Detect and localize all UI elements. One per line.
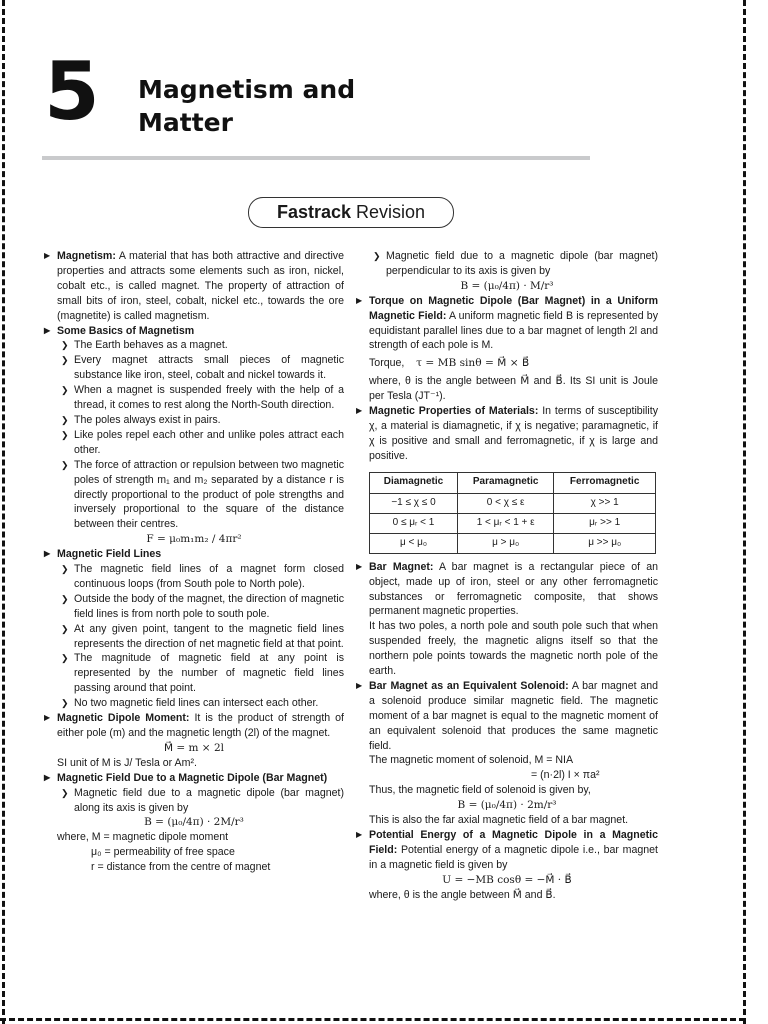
fastrack-revision-badge xyxy=(248,197,454,228)
solenoid-moment: The magnetic moment of solenoid, M = NIA xyxy=(369,754,574,767)
solenoid-thus: Thus, the magnetic field of solenoid is given by, xyxy=(369,784,591,797)
left-column xyxy=(44,249,344,875)
table-header: Diamagnetic xyxy=(370,472,458,493)
axis-heading: ▶ Magnetic Field Due to a Magnetic Dipole (Bar Magnet) xyxy=(44,771,344,786)
cut-line-left xyxy=(2,0,5,1024)
list-item: ❯ The magnetic field lines of a magnet form closed continuous loops (from South pole to North pole). xyxy=(44,562,344,592)
magnetism-paragraph: ▶ Magnetism: A material that has both attractive and directive properties and attracts some elements such as iron, nickel, cobalt etc., is called magnet. The property of attraction of small bits of iron, steel, cobalt, nickel etc., towards the ore (magnetite) is called magnetism. xyxy=(44,249,344,324)
potential-energy-paragraph: ▶ Potential Energy of a Magnetic Dipole in a Magnetic Field: Potential energy of a magnetic dipole i.e., bar magnet in a magnetic field is given by xyxy=(356,828,658,873)
dipole-paragraph: ▶ Magnetic Dipole Moment: It is the product of strength of either pole (m) and the magnetic length (2l) of the magnet. xyxy=(44,711,344,741)
fieldlines-heading: ▶ Magnetic Field Lines xyxy=(44,547,344,562)
list-item: ❯ The poles always exist in pairs. xyxy=(44,413,344,428)
list-item: ❯ Like poles repel each other and unlike poles attract each other. xyxy=(44,428,344,458)
table-cell: 0 ≤ μᵣ < 1 xyxy=(370,513,458,533)
list-item: ❯ The Earth behaves as a magnet. xyxy=(44,338,344,353)
dipole-formula: M⃗ = m × 2l xyxy=(163,741,224,754)
where-mu: μ₀ = permeability of free space xyxy=(91,846,235,859)
table-cell: μ >> μ₀ xyxy=(554,533,656,553)
perp-formula: B = (μ₀/4π) · M/r³ xyxy=(460,279,554,292)
table-header-row xyxy=(370,472,656,493)
force-formula: F = μ₀m₁m₂ / 4πr² xyxy=(146,533,242,546)
right-column xyxy=(356,249,658,903)
si-unit-text: SI unit of M is J/ Tesla or Am². xyxy=(57,756,197,769)
axis-formula: B = (μ₀/4π) · 2M/r³ xyxy=(144,816,244,829)
chapter-title-line2: Matter xyxy=(138,107,233,137)
list-item: ❯ Magnetic field due to a magnetic dipole (bar magnet) along its axis is given by xyxy=(44,786,344,816)
torque-line: Torque, τ = MB sinθ = M⃗ × B⃗ xyxy=(369,357,530,370)
list-item: ❯ The force of attraction or repulsion between two magnetic poles of strength m₁ and m₂ separated by a distance r is directly proportional to the product of pole strengths and inversely proportional to the square of the distance between their centres. xyxy=(44,458,344,533)
torque-paragraph: ▶ Torque on Magnetic Dipole (Bar Magnet) in a Uniform Magnetic Field: A uniform magnetic field B is represented by equidistant parallel lines due to a bar magnet of length 2l and strength of each pole is M. xyxy=(356,294,658,354)
badge-brand: Fastrack xyxy=(276,202,352,222)
list-item: ❯ Magnetic field due to a magnetic dipole (bar magnet) perpendicular to its axis is given by xyxy=(356,249,658,279)
table-header: Ferromagnetic xyxy=(554,472,656,493)
basics-heading: ▶ Some Basics of Magnetism xyxy=(44,324,344,339)
chapter-number: 5 xyxy=(44,45,100,138)
list-item: ❯ At any given point, tangent to the magnetic field lines represents the direction of net magnetic field at that point. xyxy=(44,622,344,652)
table-cell: χ >> 1 xyxy=(554,493,656,513)
table-cell: 1 < μᵣ < 1 + ε xyxy=(457,513,553,533)
list-item: ❯ The magnitude of magnetic field at any point is represented by the number of magnetic field lines passing around that point. xyxy=(44,651,344,696)
materials-table xyxy=(369,472,656,554)
chapter-title xyxy=(138,74,355,139)
table-cell: μ > μ₀ xyxy=(457,533,553,553)
list-item: ❯ Every magnet attracts small pieces of magnetic substance like iron, steel, cobalt and nickel towards it. xyxy=(44,353,344,383)
cut-line-bottom xyxy=(0,1018,745,1021)
solenoid-moment2: = (n·2l) I × πa² xyxy=(531,769,600,782)
torque-where: where, θ is the angle between M⃗ and B⃗. Its SI unit is Joule per Tesla (JT⁻¹). xyxy=(369,375,658,403)
table-cell: 0 < χ ≤ ε xyxy=(457,493,553,513)
where-m: where, M = magnetic dipole moment xyxy=(57,831,229,844)
bar-magnet-text2: It has two poles, a north pole and south pole such that when suspended freely, the magnetic aligns itself so that the northern pole points towards the magnetic north pole of the earth. xyxy=(369,620,658,678)
chapter-title-line1: Magnetism and xyxy=(138,75,356,104)
list-item: ❯ Outside the body of the magnet, the direction of magnetic field lines is from north pole to south pole. xyxy=(44,592,344,622)
list-item: ❯ When a magnet is suspended freely with the help of a thread, it comes to rest along the North-South direction. xyxy=(44,383,344,413)
title-divider xyxy=(42,156,590,160)
pe-formula: U = −MB cosθ = −M⃗ · B⃗ xyxy=(442,873,572,886)
table-row xyxy=(370,493,656,513)
table-cell: −1 ≤ χ ≤ 0 xyxy=(370,493,458,513)
table-cell: μᵣ >> 1 xyxy=(554,513,656,533)
pe-where: where, θ is the angle between M⃗ and B⃗. xyxy=(369,888,556,901)
table-row xyxy=(370,533,656,553)
solenoid-paragraph: ▶ Bar Magnet as an Equivalent Solenoid: A bar magnet and a solenoid produce similar magnetic field. The magnetic moment of a bar magnet is equal to the magnetic moment of an equivalent solenoid that produces the same magnetic field. xyxy=(356,679,658,754)
badge-label: Revision xyxy=(351,202,426,222)
solenoid-far: This is also the far axial magnetic field of a bar magnet. xyxy=(369,814,629,827)
where-r: r = distance from the centre of magnet xyxy=(91,861,271,874)
table-cell: μ < μ₀ xyxy=(370,533,458,553)
bar-magnet-paragraph: ▶ Bar Magnet: A bar magnet is a rectangular piece of an object, made up of iron, steel or any other ferromagnetic substances or ferromagnetic composite, that shows permanent magnetic properties. xyxy=(356,560,658,620)
properties-paragraph: ▶ Magnetic Properties of Materials: In terms of susceptibility χ, a material is diamagnetic, if χ is negative; paramagnetic, if χ is positive and small and ferromagnetic, if χ is large and positive. xyxy=(356,404,658,464)
table-header: Paramagnetic xyxy=(457,472,553,493)
cut-line-right xyxy=(743,0,746,1024)
list-item: ❯ No two magnetic field lines can intersect each other. xyxy=(44,696,344,711)
solenoid-formula: B = (μ₀/4π) · 2m/r³ xyxy=(457,799,557,812)
table-row xyxy=(370,513,656,533)
